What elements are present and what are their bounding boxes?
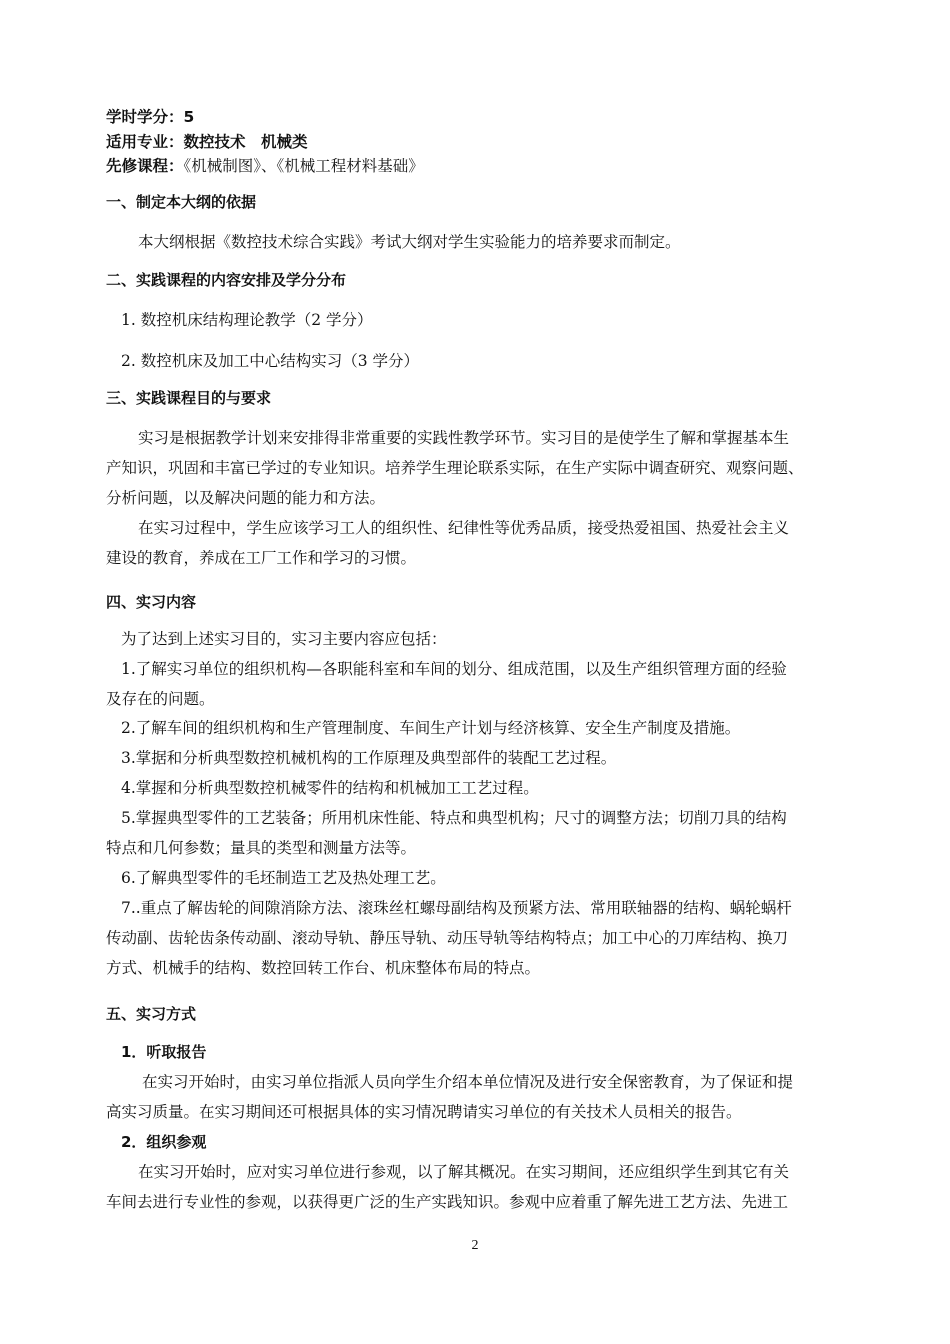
section5-heading: 五、实习方式 [106,1005,197,1023]
section3-heading: 三、实践课程目的与要求 [106,389,272,407]
section3-p1-line: 实习是根据教学计划来安排得非常重要的实践性教学环节。实习目的是使学生了解和掌握基本生 [138,429,790,447]
section2-item: 2. 数控机床及加工中心结构实习（3 学分） [121,352,420,370]
section4-item-line: 1.了解实习单位的组织机构—各职能科室和车间的划分、组成范围，以及生产组织管理方面的经验 [121,660,787,678]
section4-item-line: 2.了解车间的组织机构和生产管理制度、车间生产计划与经济核算、安全生产制度及措施。 [121,719,741,737]
section4-intro: 为了达到上述实习目的，实习主要内容应包括： [121,630,447,648]
section4-item-line: 4.掌握和分析典型数控机械零件的结构和机械加工工艺过程。 [121,779,539,797]
section2-item: 1. 数控机床结构理论教学（2 学分） [121,311,373,329]
section3-p2-line: 在实习过程中，学生应该学习工人的组织性、纪律性等优秀品质，接受热爱祖国、热爱社会主义 [138,519,790,537]
major-label: 适用专业： [106,133,184,151]
major-line [106,132,308,152]
section4-item-line: 5.掌握典型零件的工艺装备；所用机床性能、特点和典型机构；尺寸的调整方法；切削刀具的结构 [121,809,787,827]
section2-heading: 二、实践课程的内容安排及学分分布 [106,271,347,289]
section5-subheading: 2．组织参观 [121,1133,207,1151]
section5-paragraph-line: 在实习开始时，由实习单位指派人员向学生介绍本单位情况及进行安全保密教育，为了保证和提 [142,1073,794,1091]
section4-item-line: 6.了解典型零件的毛坯制造工艺及热处理工艺。 [121,869,446,887]
section5-paragraph-line: 在实习开始时，应对实习单位进行参观，以了解其概况。在实习期间，还应组织学生到其它有关 [138,1163,790,1181]
major-value: 数控技术 机械类 [183,133,308,151]
section4-item-line: 传动副、齿轮齿条传动副、滚动导轨、静压导轨、动压导轨等结构特点；加工中心的刀库结构、换刀 [106,929,789,947]
section1-heading: 一、制定本大纲的依据 [106,193,257,211]
section3-p2-line: 建设的教育，养成在工厂工作和学习的习惯。 [106,549,417,567]
section3-p1-line: 产知识，巩固和丰富已学过的专业知识。培养学生理论联系实际，在生产实际中调查研究、观察问题、 [106,459,804,477]
prereq-value: 《机械制图》、《机械工程材料基础》 [183,157,424,175]
section4-item-line: 3.掌据和分析典型数控机械机构的工作原理及典型部件的装配工艺过程。 [121,749,617,767]
section5-paragraph-line: 车间去进行专业性的参观，以获得更广泛的生产实践知识。参观中应着重了解先进工艺方法、先进工 [106,1193,789,1211]
section5-paragraph-line: 高实习质量。在实习期间还可根据具体的实习情况聘请实习单位的有关技术人员相关的报告。 [106,1103,742,1121]
credit-label: 学时学分： [106,108,184,126]
section4-item-line: 7..重点了解齿轮的间隙消除方法、滚珠丝杠螺母副结构及预紧方法、常用联轴器的结构、蜗轮蜗杆 [121,899,792,917]
section1-paragraph: 本大纲根据《数控技术综合实践》考试大纲对学生实验能力的培养要求而制定。 [138,233,681,251]
section5-subheading: 1．听取报告 [121,1043,207,1061]
page-number: 2 [471,1238,479,1253]
section4-item-line: 方式、机械手的结构、数控回转工作台、机床整体布局的特点。 [106,959,541,977]
credit-line [106,107,194,127]
section3-p1-line: 分析问题，以及解决问题的能力和方法。 [106,489,386,507]
prereq-label: 先修课程： [106,157,184,175]
section4-heading: 四、实习内容 [106,593,197,611]
prereq-line [106,156,424,176]
credit-value: 5 [183,108,195,126]
section4-item-line: 特点和几何参数；量具的类型和测量方法等。 [106,839,417,857]
section4-item-line: 及存在的问题。 [106,690,215,708]
